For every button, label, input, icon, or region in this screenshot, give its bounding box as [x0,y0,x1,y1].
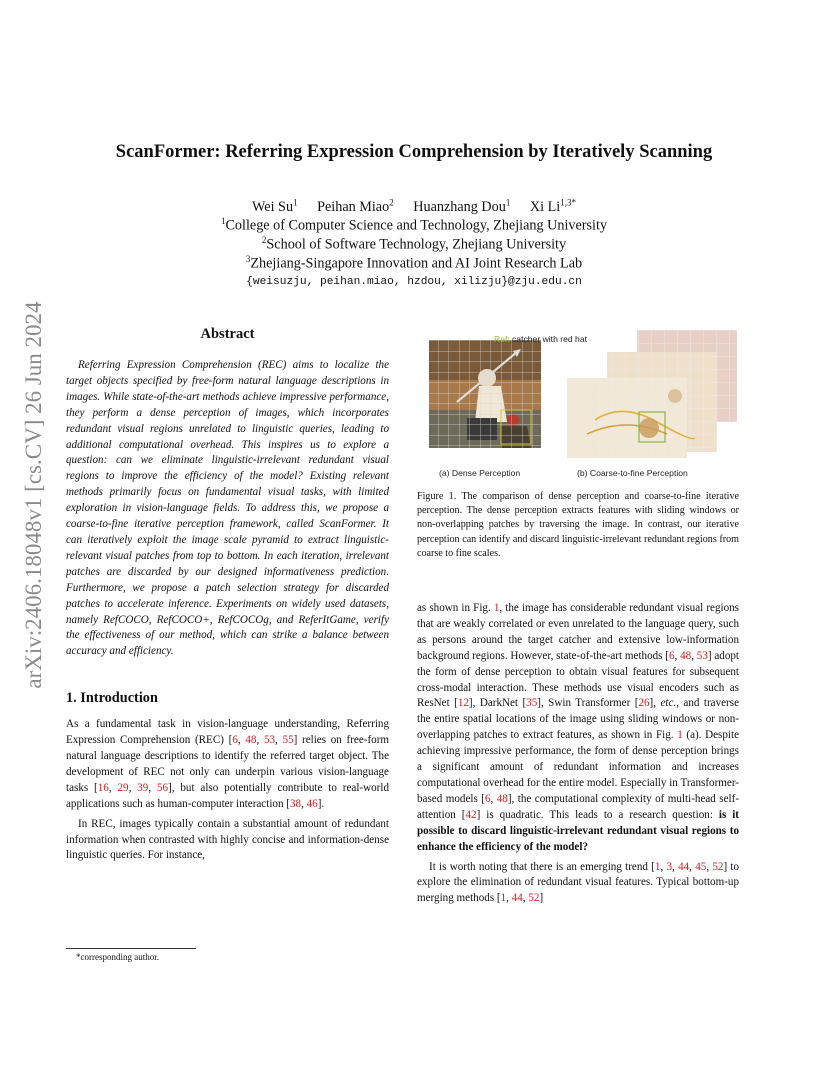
right-column [417,330,739,907]
author: Huanzhang Dou$^1$ [413,197,511,215]
citation-link[interactable]: 6 [668,649,675,662]
right-paragraph-1: as shown in Fig. 1, the image has considerable redundant visual regions that are weakly correlated or even unrelated to the language query, such as persons around the target catcher and extensive low-information background regions. However, state-of-the-art methods [6, 48, 53] adopt the form of dense perception to obtain visual features for subsequent cross-modal interaction. These methods use visual encoders such as ResNet [12], DarkNet [35], Swin Transformer [26], etc., and traverse the entire spatial locations of the image using sliding windows or non-overlapping patches to extract features, as shown in Fig. 1 (a). Despite achieving impressive performance, the form of dense perception brings a significant amount of redundant information and increases computational overhead for the entire model. Especially in Transformer-based models [6, 48], the computational complexity of multi-head self-attention [42] is quadratic. This leads to a research question: is it possible to discard linguistic-irrelevant redundant visual regions to enhance the efficiency of the model? [417,602,740,853]
coarse-to-fine-images [567,330,737,458]
citation-link[interactable]: 39 [137,781,149,794]
citation-link[interactable]: 53 [696,649,708,662]
citation-link[interactable]: 3 [666,860,673,873]
citation-link[interactable]: 48 [496,792,508,805]
citation-link[interactable]: 44 [678,860,690,873]
affiliation: $^1$College of Computer Science and Technology, Zhejiang University [220,216,608,234]
citation-link[interactable]: 6 [484,792,491,805]
footnote: *corresponding author. [76,952,159,962]
citation-link[interactable]: 6 [232,734,238,747]
figure-link[interactable]: 1 [493,602,500,615]
figure-label-b: (b) Coarse-to-fine Perception [577,468,688,478]
citation-link[interactable]: 52 [528,892,540,905]
citation-link[interactable]: 29 [117,781,129,794]
arxiv-id: arXiv:2406.18048v1 [cs.CV] 26 Jun 2024 [21,301,46,689]
research-question: is it possible to discard linguistic-irrelevant redundant visual regions to enhance the efficiency of the model? [417,808,739,853]
arxiv-stamp [16,290,52,700]
author-emails: {weisuzju, peihan.miao, hzdou, xilizju}@zju.edu.cn [246,276,582,288]
section-heading-introduction: 1. Introduction [66,690,158,707]
citation-link[interactable]: 35 [526,697,538,710]
author: Peihan Miao$^2$ [317,197,394,215]
citation-link[interactable]: 44 [511,892,523,905]
citation-link[interactable]: 16 [97,781,109,794]
figure-1-illustration [417,330,739,482]
citation-link[interactable]: 1 [654,860,661,873]
citation-link[interactable]: 48 [680,649,692,662]
figure-ref-prefix: Ref: [494,334,510,344]
abstract-heading: Abstract [200,326,255,342]
author-list [0,197,828,216]
intro-paragraph-2: In REC, images typically contain a substantial amount of redundant information when contrasted with highly concise and information-dense linguistic queries. For instance, [66,817,389,862]
citation-link[interactable]: 26 [638,697,650,710]
citation-link[interactable]: 56 [156,781,169,794]
paper-title: ScanFormer: Referring Expression Comprehension by Iteratively Scanning [115,142,713,162]
citation-link[interactable]: 1 [500,892,507,905]
affiliation: $^3$Zhejiang-Singapore Innovation and AI Joint Research Lab [245,254,583,272]
author: Wei Su$^1$ [252,197,298,215]
citation-link[interactable]: 12 [457,697,469,710]
figure-1-caption: Figure 1. The comparison of dense perception and coarse-to-fine iterative perception. The dense perception extracts features with sliding windows or non-overlapping patches by traversing the image. In contrast, our iterative perception can identify and discard linguistic-irrelevant redundant regions from coarse to fine scales. [417,491,739,559]
abstract-text: Referring Expression Comprehension (REC) aims to localize the target objects specified by free-form natural language descriptions in images. While state-of-the-art methods achieve impressive performance, they perform a dense perception of images, which incorporates redundant visual regions unrelated to linguistic queries, leading to additional computational overhead. This inspires us to explore a question: can we eliminate linguistic-irrelevant redundant visual regions to improve the efficiency of the model? Existing relevant methods primarily focus on fundamental visual tasks, with limited exploration in vision-language fields. To address this, we propose a coarse-to-fine iterative perception framework, called ScanFormer. It can iteratively exploit the image scale pyramid to extract linguistic-relevant visual patches from top to bottom. In each iteration, irrelevant patches are discarded by our designed informativeness prediction. Furthermore, we propose a patch selection strategy for discarded patches to accelerate inference. Experiments on widely used datasets, namely RefCOCO, RefCOCO+, RefCOCOg, and ReferItGame, verify the effectiveness of our method, which can strike a balance between accuracy and efficiency. [66,359,389,658]
citation-link[interactable]: 45 [695,860,707,873]
citation-link[interactable]: 38 [289,797,302,810]
footnote-divider [66,948,196,949]
citation-link[interactable]: 48 [245,734,257,747]
affiliation: $^2$School of Software Technology, Zhejiang University [261,235,567,253]
citation-link[interactable]: 52 [712,860,724,873]
citation-link[interactable]: 46 [306,797,318,810]
intro-paragraph-1: As a fundamental task in vision-language understanding, Referring Expression Comprehension (REC) [6, 48, 53, 55] relies on free-form natural language descriptions to identify the referred target object. The development of REC not only can underpin various vision-language tasks [16, 29, 39, 56], but also potentially contribute to real-world applications such as human-computer interaction [38, 46]. [66,718,390,810]
dense-perception-image [429,340,541,448]
author: Xi $Li^{1,3*}$ [529,197,576,215]
left-column [66,326,389,864]
figure-label-a: (a) Dense Perception [439,468,521,478]
citation-link[interactable]: 42 [465,808,477,821]
figure-link[interactable]: 1 [677,729,683,742]
right-paragraph-2: It is worth noting that there is an emerging trend [1, 3, 44, 45, 52] to explore the elimination of redundant visual features. Typical bottom-up merging methods [1, 44, 52] [417,860,740,905]
figure-ref-text: catcher with red hat [512,334,587,344]
figure-1 [417,330,739,482]
citation-link[interactable]: 55 [282,734,294,747]
citation-link[interactable]: 53 [263,734,276,747]
